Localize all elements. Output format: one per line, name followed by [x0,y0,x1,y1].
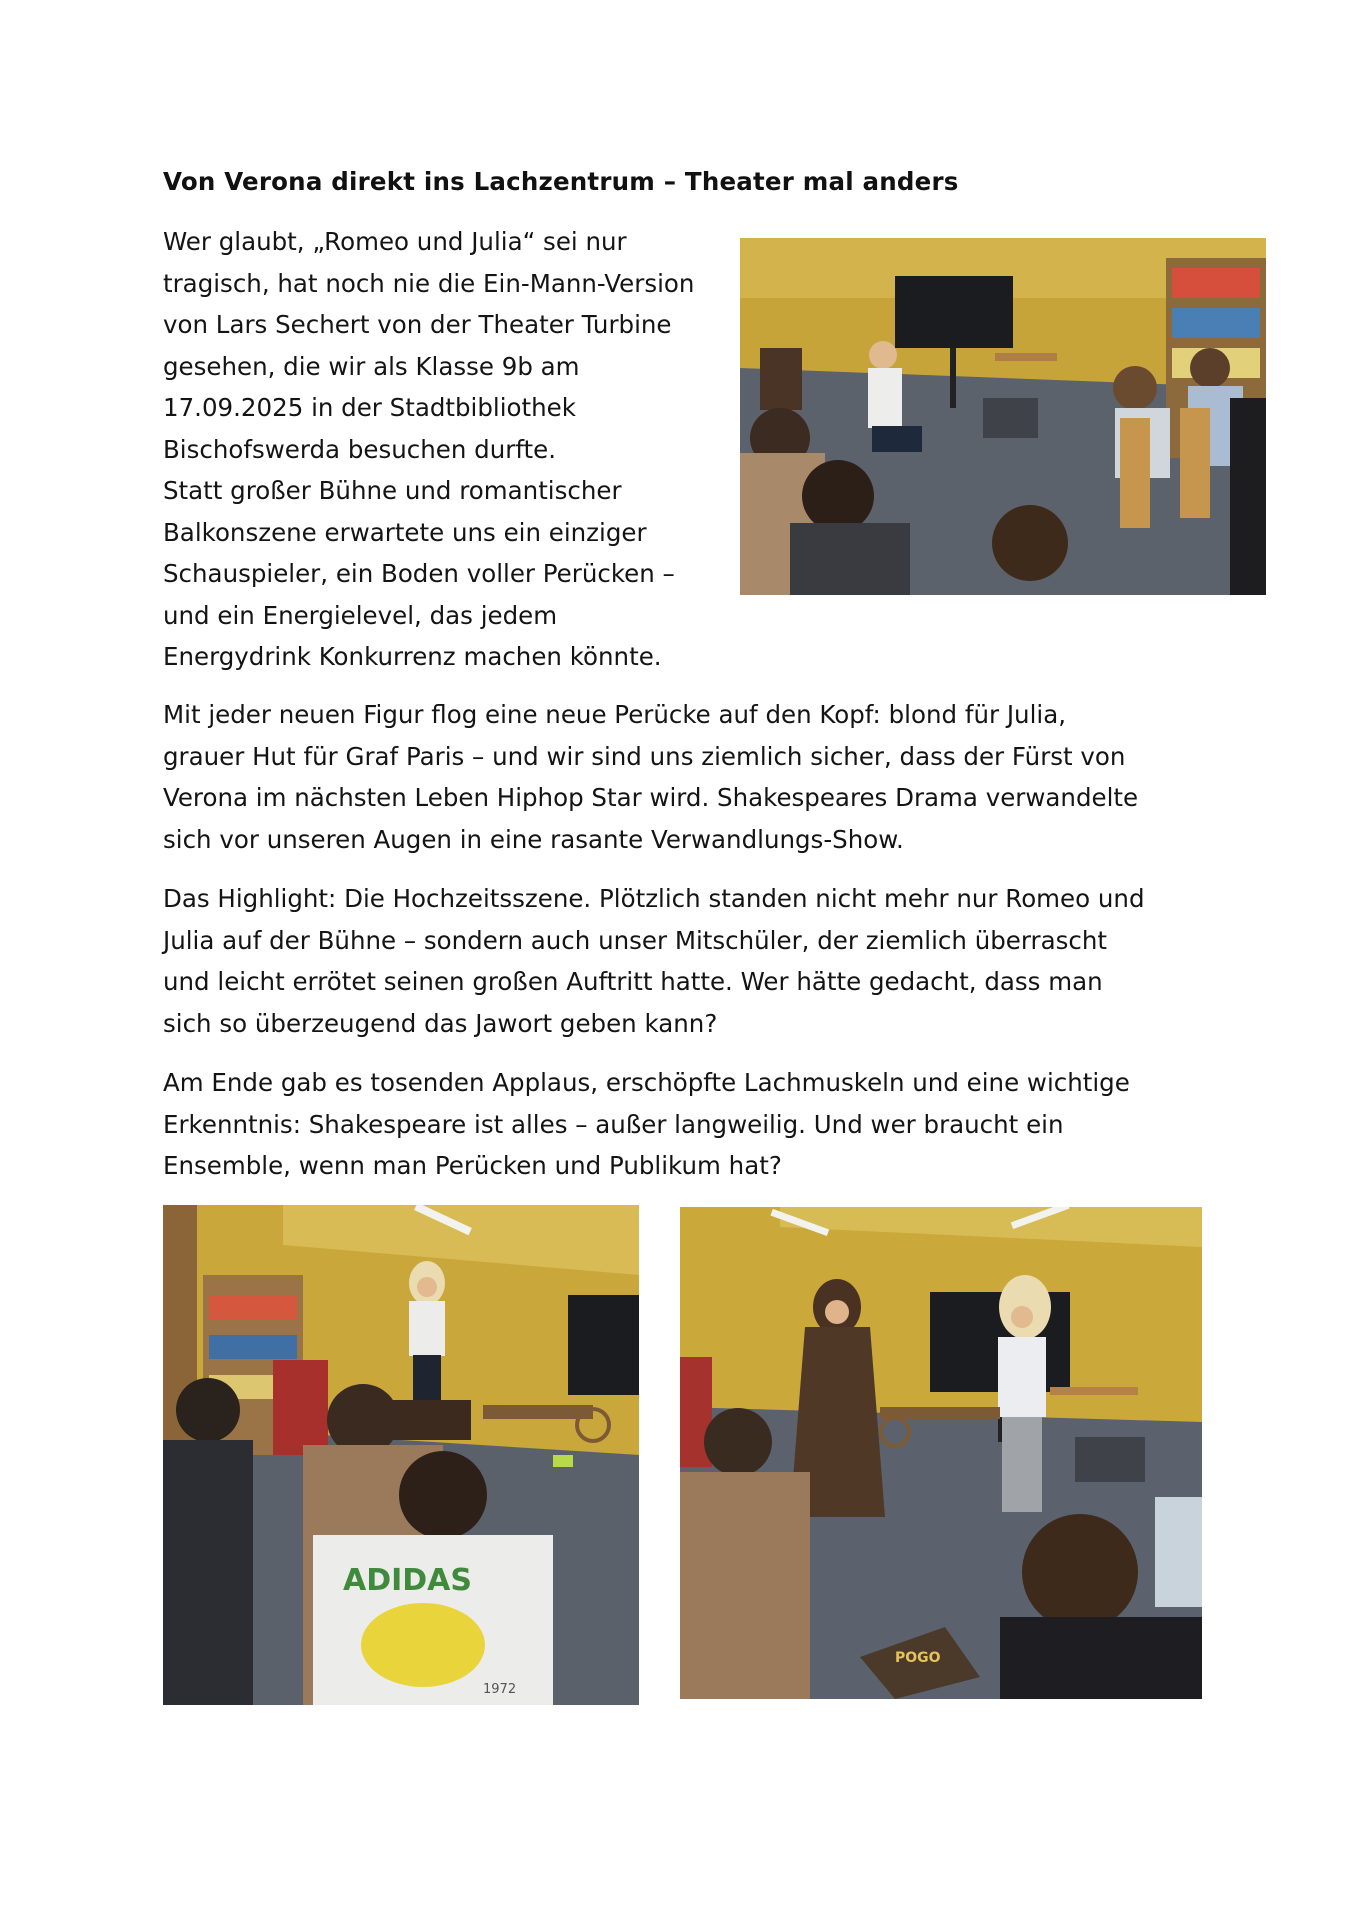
text-line: sich so überzeugend das Jawort geben kann? [163,1008,718,1038]
paragraph-3 [163,878,1145,1044]
photo-actor-on-stage [163,1205,639,1705]
text-line: tragisch, hat noch nie die Ein-Mann-Version [163,268,695,298]
text-line: von Lars Sechert von der Theater Turbine [163,310,672,339]
paragraph-4 [163,1062,1130,1187]
text-line: Wer glaubt, „Romeo und Julia“ sei nur [163,227,627,256]
text-line: grauer Hut für Graf Paris – und wir sind uns ziemlich sicher, dass der Fürst von [163,741,1126,771]
text-line: Schauspieler, ein Boden voller Perücken – [163,559,675,588]
text-line: Bischofswerda besuchen durfte. [163,434,556,464]
text-line: Erkenntnis: Shakespeare ist alles – außer langweilig. Und wer braucht ein [163,1109,1064,1139]
text-line: Am Ende gab es tosenden Applaus, erschöpfte Lachmuskeln und eine wichtige [163,1068,1130,1097]
text-line: sich vor unseren Augen in eine rasante Verwandlungs-Show. [163,824,904,854]
text-line: und leicht errötet seinen großen Auftritt hatte. Wer hätte gedacht, dass man [163,967,1103,996]
text-line: und ein Energielevel, das jedem [163,600,558,630]
text-line: Verona im nächsten Leben Hiphop Star wird. Shakespeares Drama verwandelte [163,783,1139,812]
text-line: gesehen, die wir als Klasse 9b am [163,351,580,381]
text-line: Das Highlight: Die Hochzeitsszene. Plötzlich standen nicht mehr nur Romeo und [163,884,1145,913]
paragraph-2 [163,694,1138,860]
article-title: Von Verona direkt ins Lachzentrum – Theater mal anders [163,167,959,196]
text-line: Julia auf der Bühne – sondern auch unser Mitschüler, der ziemlich überrascht [163,925,1107,955]
shirt-print: ADIDAS [343,1563,473,1598]
text-line: Mit jeder neuen Figur flog eine neue Perücke auf den Kopf: blond für Julia, [163,700,1066,729]
intro-paragraph [163,221,694,678]
text-line: Ensemble, wenn man Perücken und Publikum hat? [163,1151,782,1180]
text-line: Statt großer Bühne und romantischer [163,476,622,505]
photo-actor-kneeling [740,238,1266,595]
shirt-year: 1972 [483,1682,517,1697]
text-line: Energydrink Konkurrenz machen könnte. [163,642,662,671]
photo-wedding-scene [680,1207,1202,1699]
book-title: POGO [895,1650,941,1666]
text-line: 17.09.2025 in der Stadtbibliothek [163,393,576,422]
text-line: Balkonszene erwartete uns ein einziger [163,517,647,547]
